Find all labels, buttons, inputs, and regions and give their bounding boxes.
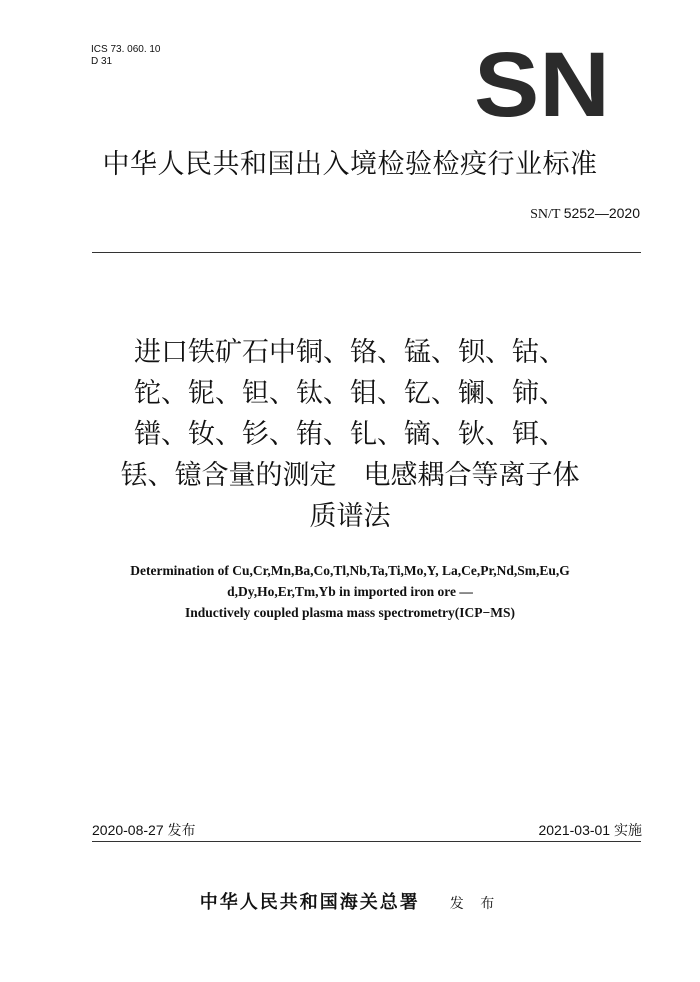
bottom-divider xyxy=(92,841,641,842)
sn-logo-text: SN xyxy=(474,50,610,120)
standard-number xyxy=(530,205,640,223)
chinese-title-line: 镨、钕、钐、铕、钆、镝、钬、铒、 xyxy=(134,419,566,450)
issue-date: 2020-08-27 发布 xyxy=(92,822,196,838)
standard-number-prefix: SN/T xyxy=(530,207,561,222)
chinese-title-line: 铥、镱含量的测定 电感耦合等离子体 xyxy=(120,460,580,491)
top-divider xyxy=(92,252,641,253)
english-title-line: Inductively coupled plasma mass spectrometry(ICP−MS) xyxy=(185,605,515,620)
publisher-suffix: 发 布 xyxy=(449,896,501,912)
classification-codes xyxy=(91,44,161,68)
standard-category-title: 中华人民共和国出入境检验检疫行业标准 xyxy=(102,149,598,180)
english-title xyxy=(90,560,610,623)
chinese-title-line: 铊、铌、钽、钛、钼、钇、镧、铈、 xyxy=(134,378,566,409)
standard-number-value: 5252—2020 xyxy=(563,205,640,221)
chinese-title-line: 进口铁矿石中铜、铬、锰、钡、钴、 xyxy=(134,337,566,368)
publisher-name: 中华人民共和国海关总署 xyxy=(199,892,420,913)
english-title-line: Determination of Cu,Cr,Mn,Ba,Co,Tl,Nb,Ta,Ti,Mo,Y, La,Ce,Pr,Nd,Sm,Eu,G xyxy=(130,563,570,578)
implementation-date: 2021-03-01 实施 xyxy=(538,822,642,838)
ccs-code: D 31 xyxy=(91,56,113,67)
chinese-title xyxy=(90,332,610,537)
chinese-title-line: 质谱法 xyxy=(309,501,391,532)
ics-code: ICS 73. 060. 10 xyxy=(91,44,161,55)
english-title-line: d,Dy,Ho,Er,Tm,Yb in imported iron ore — xyxy=(227,584,473,599)
publisher xyxy=(0,888,700,914)
sn-logo xyxy=(472,50,612,120)
